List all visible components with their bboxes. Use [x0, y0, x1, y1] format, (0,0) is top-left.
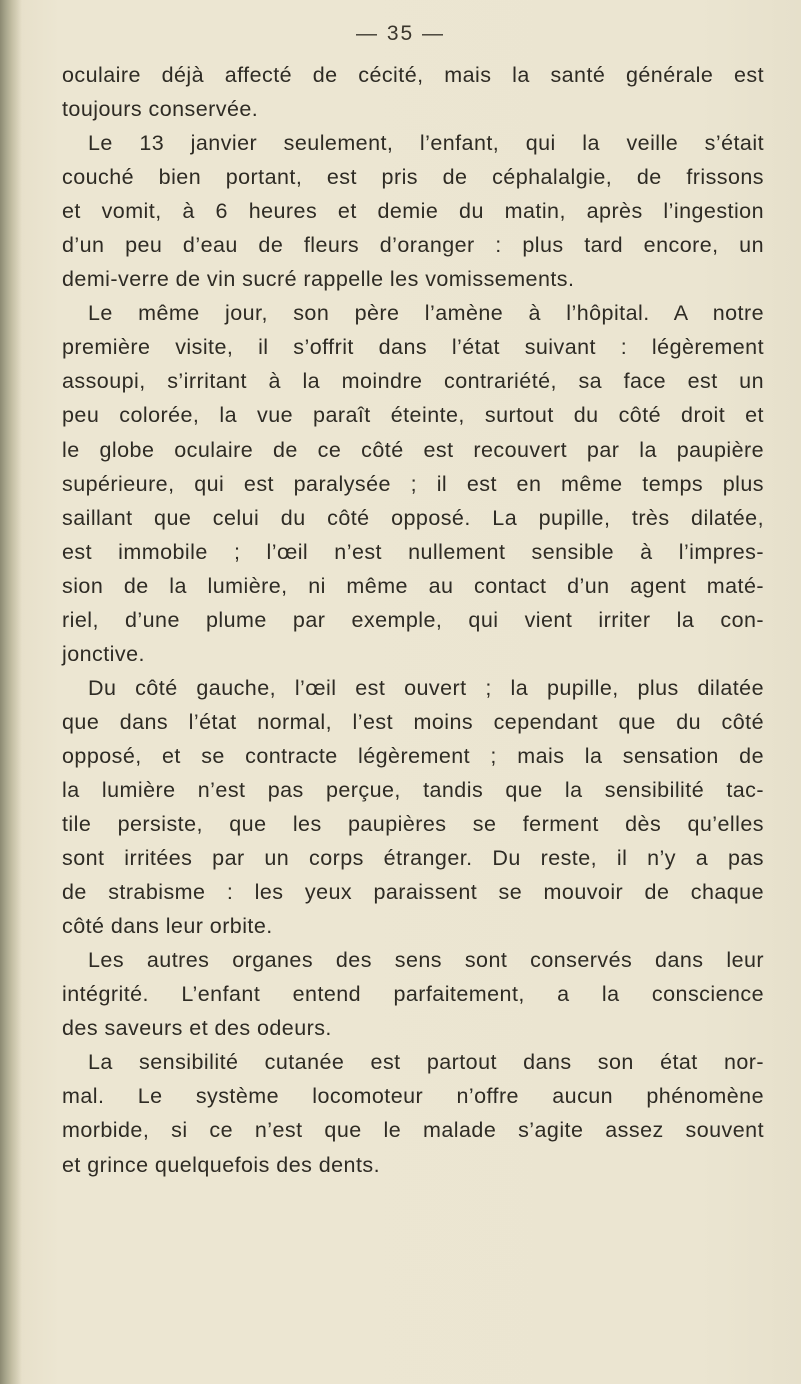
text-line: de strabisme : les yeux paraissent se mouvoir de chaque	[62, 880, 764, 905]
text-line: assoupi, s’irritant à la moindre contrariété, sa face est un	[62, 369, 764, 394]
text-line: et grince quelquefois des dents.	[62, 1152, 380, 1177]
text-line: supérieure, qui est paralysée ; il est en même temps plus	[62, 471, 764, 496]
text-line: Le même jour, son père l’amène à l’hôpital. A notre	[88, 301, 764, 326]
text-line: le globe oculaire de ce côté est recouvert par la paupière	[62, 437, 764, 462]
text-line: toujours conservée.	[62, 97, 259, 122]
text-line: La sensibilité cutanée est partout dans son état nor-	[88, 1050, 764, 1075]
text-line: Du côté gauche, l’œil est ouvert ; la pupille, plus dilatée	[88, 675, 764, 700]
text-line: opposé, et se contracte légèrement ; mais la sensation de	[62, 743, 764, 768]
text-line: la lumière n’est pas perçue, tandis que la sensibilité tac-	[62, 777, 764, 802]
text-line: d’un peu d’eau de fleurs d’oranger : plus tard encore, un	[62, 233, 764, 258]
text-line: saillant que celui du côté opposé. La pupille, très dilatée,	[62, 505, 764, 530]
text-line: sont irritées par un corps étranger. Du reste, il n’y a pas	[62, 846, 764, 871]
text-line: que dans l’état normal, l’est moins cependant que du côté	[62, 709, 764, 734]
text-line: intégrité. L’enfant entend parfaitement, a la conscience	[62, 982, 764, 1007]
text-line: Les autres organes des sens sont conservés dans leur	[88, 948, 764, 973]
text-line: peu colorée, la vue paraît éteinte, surtout du côté droit et	[62, 403, 764, 428]
page-binding-edge	[0, 0, 22, 1384]
text-line: demi-verre de vin sucré rappelle les vomissements.	[62, 267, 575, 292]
text-line: oculaire déjà affecté de cécité, mais la santé générale est	[62, 63, 764, 87]
text-line: mal. Le système locomoteur n’offre aucun phénomène	[62, 1084, 764, 1109]
text-line: tile persiste, que les paupières se ferment dès qu’elles	[62, 812, 764, 837]
text-line: est immobile ; l’œil n’est nullement sensible à l’impres-	[62, 539, 764, 564]
text-line: sion de la lumière, ni même au contact d’un agent maté-	[62, 573, 764, 598]
text-line: morbide, si ce n’est que le malade s’agite assez souvent	[62, 1118, 764, 1143]
text-line: et vomit, à 6 heures et demie du matin, après l’ingestion	[62, 199, 764, 224]
text-line: côté dans leur orbite.	[62, 914, 273, 939]
text-line: jonctive.	[62, 641, 145, 666]
page-number: — 35 —	[355, 22, 446, 45]
text-line: Le 13 janvier seulement, l’enfant, qui la veille s’était	[88, 131, 764, 156]
text-line: première visite, il s’offrit dans l’état suivant : légèrement	[62, 335, 764, 360]
text-line: couché bien portant, est pris de céphalalgie, de frissons	[62, 165, 764, 190]
text-line: riel, d’une plume par exemple, qui vient irriter la con-	[62, 607, 764, 632]
body-text	[62, 58, 764, 1182]
text-line: des saveurs et des odeurs.	[62, 1016, 332, 1041]
